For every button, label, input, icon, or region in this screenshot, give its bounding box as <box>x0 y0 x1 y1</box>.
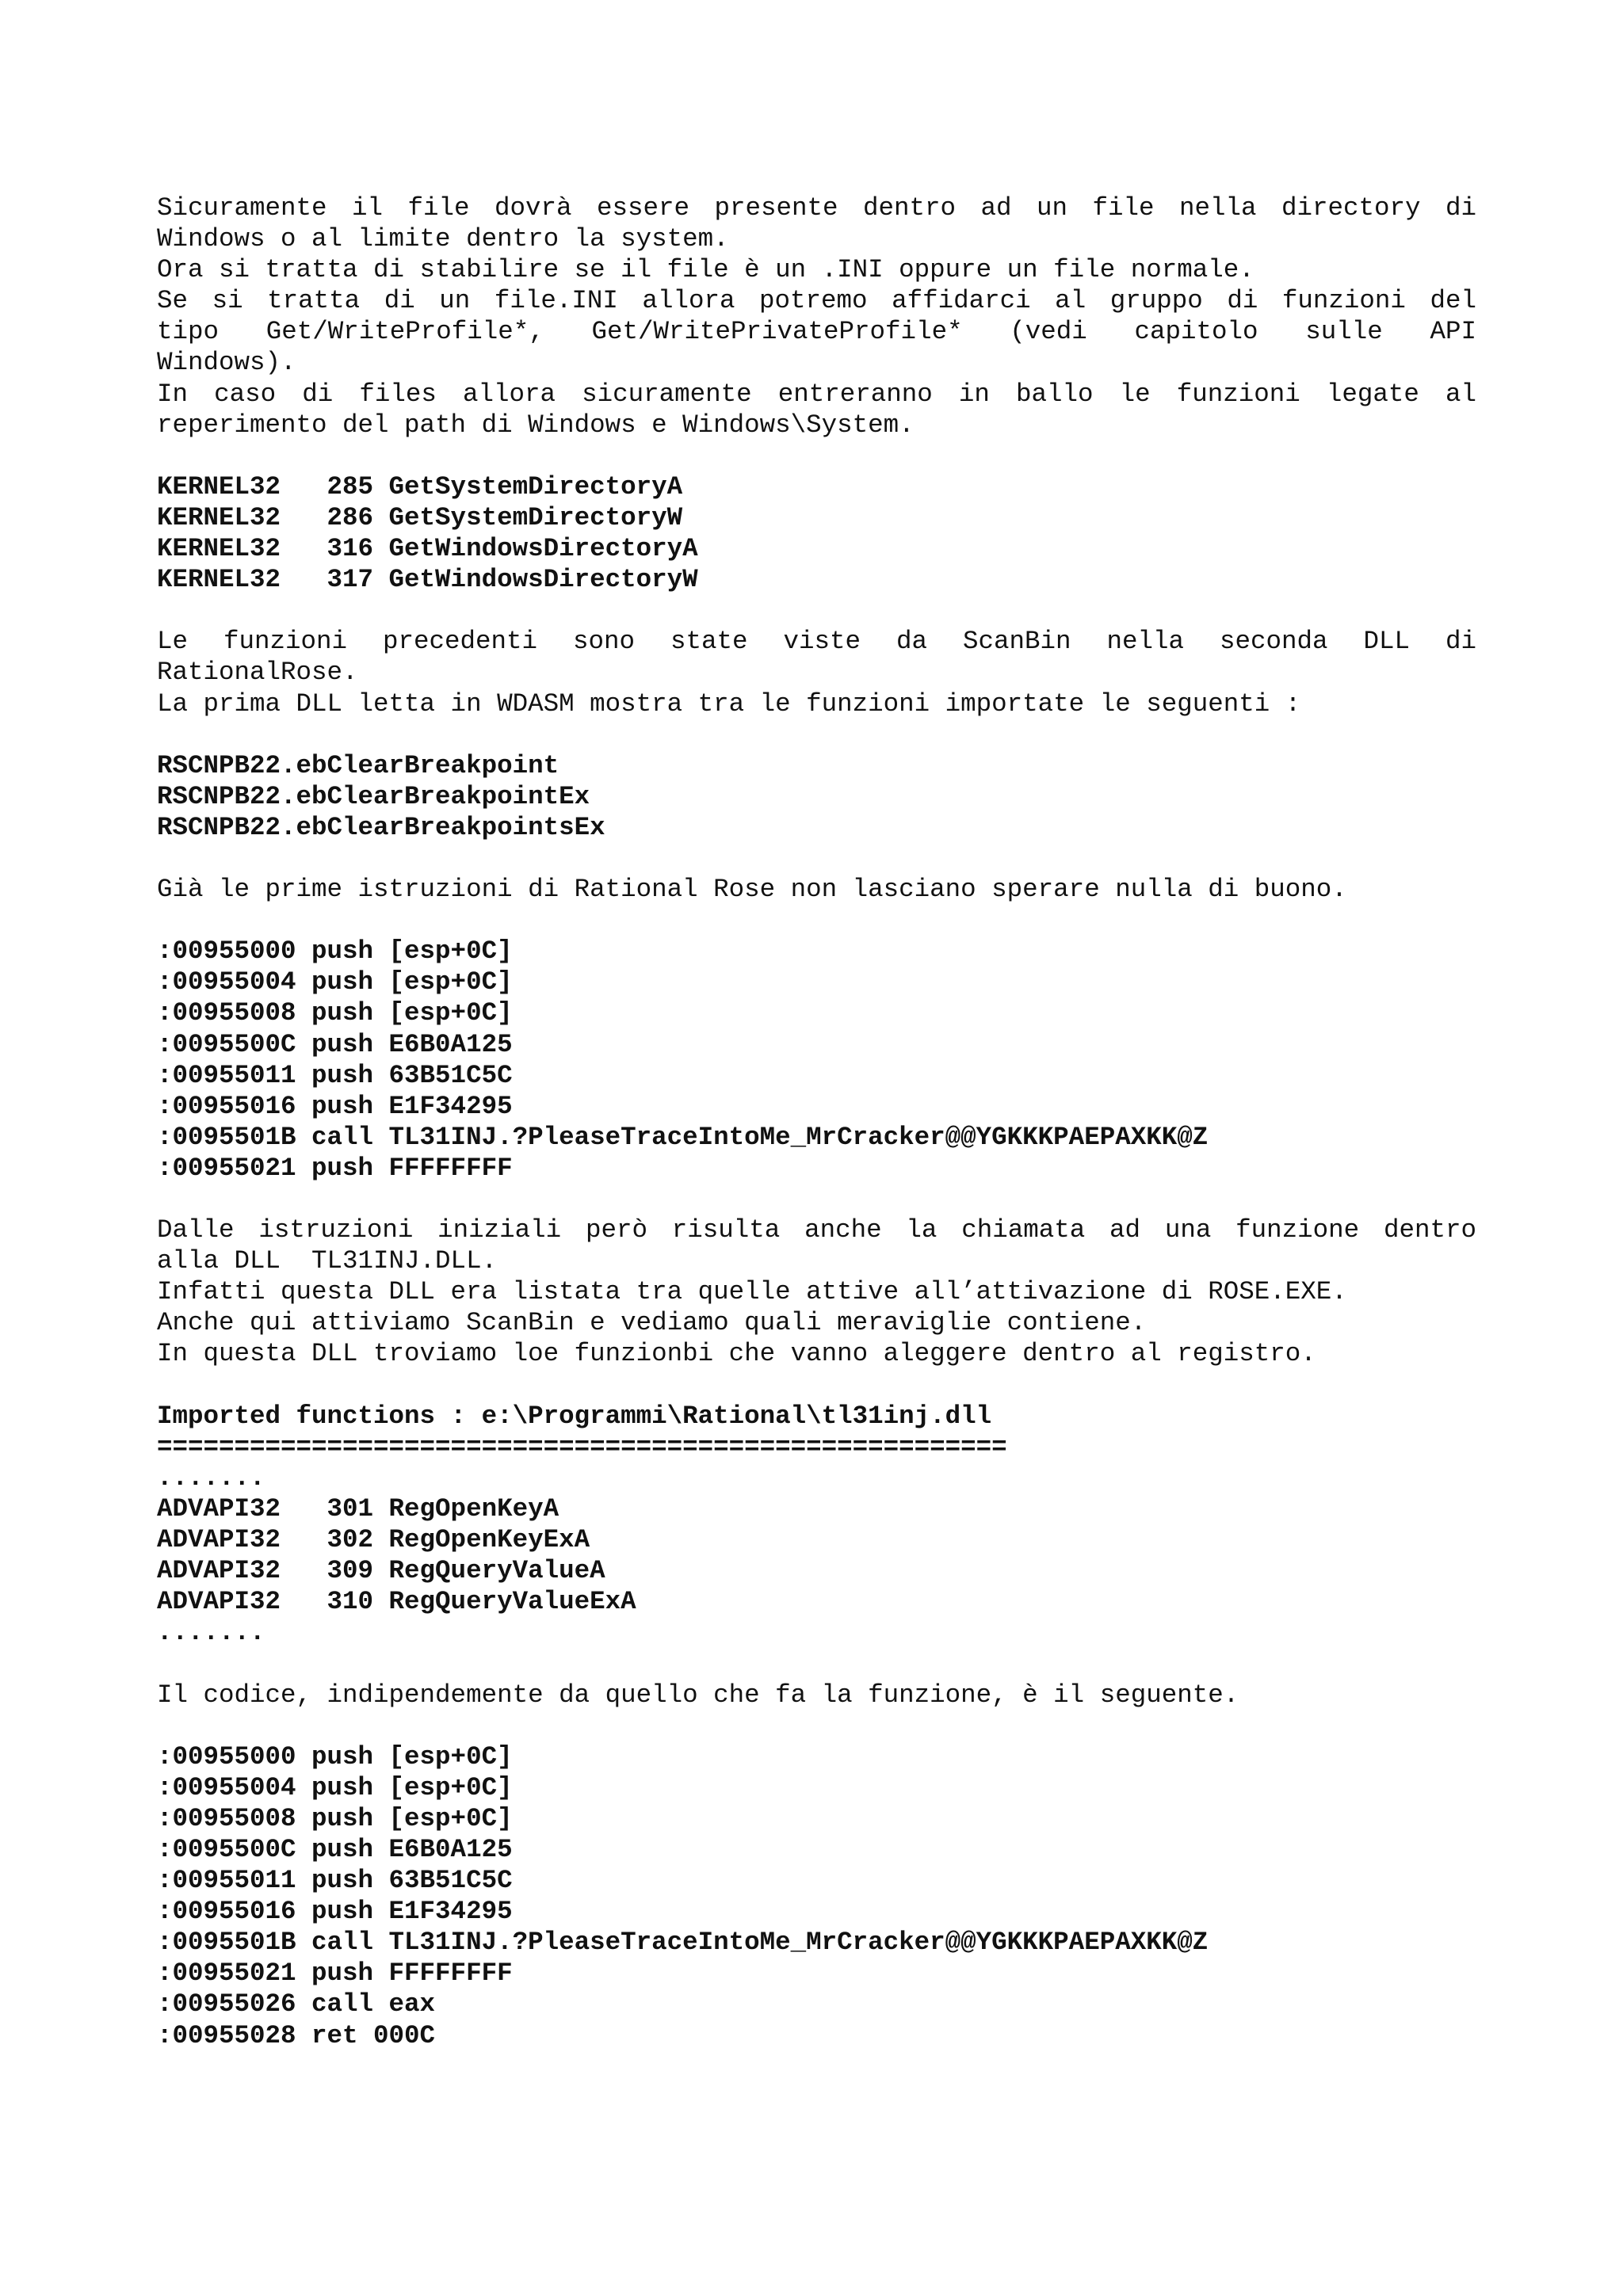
scanbin-paragraph <box>157 626 1476 719</box>
code-line: :00955021 push FFFFFFFF <box>157 1153 513 1183</box>
blank-line <box>157 1370 1476 1401</box>
intro-line: Windows). <box>157 348 296 378</box>
tl31-line: Infatti questa DLL era listata tra quelle attive all’attivazione di ROSE.EXE. <box>157 1277 1347 1307</box>
rscnpb-import-item: RSCNPB22.ebClearBreakpoint <box>157 750 559 780</box>
code-line: :00955028 ret 000C <box>157 2020 436 2050</box>
scanbin-line: RationalRose. <box>157 658 358 688</box>
scanbin-line: La prima DLL letta in WDASM mostra tra le funzioni importate le seguenti : <box>157 688 1301 719</box>
blank-line <box>157 595 1476 626</box>
code-line: :00955008 push [esp+0C] <box>157 1803 513 1833</box>
tl31-line: Dalle istruzioni iniziali però risulta anche la chiamata ad una funzione dentro <box>157 1215 1476 1245</box>
rscnpb-imports-list <box>157 750 1476 843</box>
tl31-line: In questa DLL troviamo loe funzionbi che vanno aleggere dentro al registro. <box>157 1339 1316 1369</box>
blank-line <box>157 1184 1476 1215</box>
advapi-import-item: ADVAPI32 301 RegOpenKeyA <box>157 1493 559 1524</box>
intro-line: reperimento del path di Windows e Windows\System. <box>157 410 915 440</box>
intro-line: Se si tratta di un file.INI allora potremo affidarci al gruppo di funzioni del <box>157 286 1476 316</box>
blank-line <box>157 1648 1476 1679</box>
code-line: :0095500C push E6B0A125 <box>157 1029 513 1059</box>
code-line: :00955021 push FFFFFFFF <box>157 1958 513 1989</box>
intro-line: tipo Get/WriteProfile*, Get/WritePrivateProfile* (vedi capitolo sulle API <box>157 317 1476 347</box>
advapi-import-item: ADVAPI32 302 RegOpenKeyExA <box>157 1525 590 1555</box>
rscnpb-import-item: RSCNPB22.ebClearBreakpointEx <box>157 781 590 811</box>
code-line: :0095501B call TL31INJ.?PleaseTraceIntoMe_MrCracker@@YGKKKPAEPAXKK@Z <box>157 1122 1209 1152</box>
code-line: :0095501B call TL31INJ.?PleaseTraceIntoMe_MrCracker@@YGKKKPAEPAXKK@Z <box>157 1928 1209 1958</box>
tl31-line: alla DLL TL31INJ.DLL. <box>157 1246 498 1276</box>
tl31-line: Anche qui attiviamo ScanBin e vediamo quali meraviglie contiene. <box>157 1308 1147 1338</box>
intro-paragraph <box>157 193 1476 441</box>
code-line: :00955008 push [esp+0C] <box>157 998 513 1028</box>
codice-sentence: Il codice, indipendemente da quello che fa la funzione, è il seguente. <box>157 1680 1239 1710</box>
code-line: :00955016 push E1F34295 <box>157 1897 513 1927</box>
rose-sentence: Già le prime istruzioni di Rational Rose non lasciano sperare nulla di buono. <box>157 875 1347 905</box>
code-block-1 <box>157 936 1476 1184</box>
code-line: :00955000 push [esp+0C] <box>157 936 513 967</box>
ellipsis: ....... <box>157 1618 265 1648</box>
kernel-import-item: KERNEL32 286 GetSystemDirectoryW <box>157 502 683 532</box>
code-line: :0095500C push E6B0A125 <box>157 1834 513 1864</box>
tl31-paragraph <box>157 1215 1476 1369</box>
code-block-2 <box>157 1741 1476 2051</box>
advapi-import-item: ADVAPI32 309 RegQueryValueA <box>157 1556 605 1586</box>
kernel-import-item: KERNEL32 316 GetWindowsDirectoryA <box>157 534 698 564</box>
imported-functions-header: Imported functions : e:\Programmi\Rational\tl31inj.dll <box>157 1401 992 1431</box>
intro-line: Ora si tratta di stabilire se il file è un .INI oppure un file normale. <box>157 255 1254 285</box>
code-line: :00955016 push E1F34295 <box>157 1091 513 1121</box>
code-line: :00955004 push [esp+0C] <box>157 1772 513 1802</box>
blank-line <box>157 905 1476 936</box>
rscnpb-import-item: RSCNPB22.ebClearBreakpointsEx <box>157 812 605 842</box>
code-line: :00955011 push 63B51C5C <box>157 1866 513 1896</box>
scanbin-line: Le funzioni precedenti sono state viste da ScanBin nella seconda DLL di <box>157 627 1476 657</box>
blank-line <box>157 843 1476 874</box>
kernel-import-item: KERNEL32 317 GetWindowsDirectoryW <box>157 565 698 595</box>
kernel-import-item: KERNEL32 285 GetSystemDirectoryA <box>157 471 683 502</box>
code-line: :00955026 call eax <box>157 1989 436 2019</box>
intro-line: In caso di files allora sicuramente entreranno in ballo le funzioni legate al <box>157 379 1476 409</box>
advapi-import-item: ADVAPI32 310 RegQueryValueExA <box>157 1587 636 1617</box>
document-body <box>157 193 1476 2051</box>
blank-line <box>157 441 1476 471</box>
code-line: :00955000 push [esp+0C] <box>157 1741 513 1772</box>
intro-line: Sicuramente il file dovrà essere presente dentro ad un file nella directory di <box>157 193 1476 223</box>
code-line: :00955004 push [esp+0C] <box>157 967 513 997</box>
blank-line <box>157 1711 1476 1741</box>
imported-functions-block <box>157 1401 1476 1649</box>
kernel-imports-list <box>157 471 1476 595</box>
intro-line: Windows o al limite dentro la system. <box>157 224 729 254</box>
ellipsis: ....... <box>157 1463 265 1493</box>
code-line: :00955011 push 63B51C5C <box>157 1060 513 1090</box>
blank-line <box>157 719 1476 750</box>
separator-line: ======================================================= <box>157 1432 1007 1462</box>
